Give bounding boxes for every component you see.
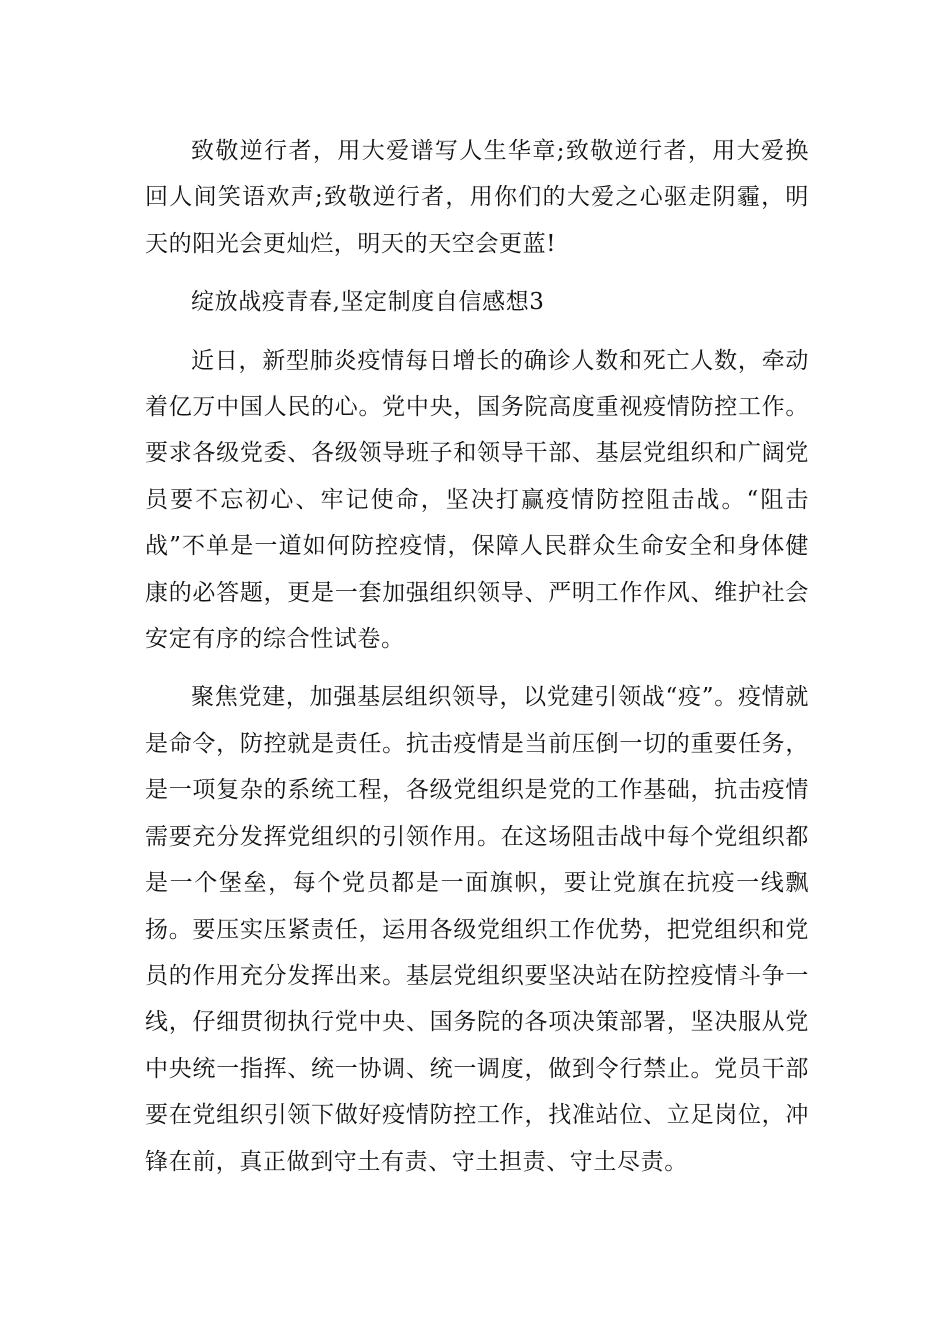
paragraph-closing-tribute: 致敬逆行者，用大爱谱写人生华章;致敬逆行者，用大爱换回人间笑语欢声;致敬逆行者，用你们的大爱之心驱走阴霾，明天的阳光会更灿烂，明天的天空会更蓝! [145,138,809,257]
paragraph-party-building: 聚焦党建，加强基层组织领导，以党建引领战“疫”。疫情就是命令，防控就是责任。抗击疫情是当前压倒一切的重要任务，是一项复杂的系统工程，各级党组织是党的工作基础，抗击疫情需要充分发挥党组织的引领作用。在这场阻击战中每个党组织都是一个堡垒，每个党员都是一面旗帜，要让党旗在抗疫一线飘扬。要压实压紧责任，运用各级党组织工作优势，把党组织和党员的作用充分发挥出来。基层党组织要坚决站在防控疫情斗争一线，仔细贯彻执行党中央、国务院的各项决策部署，坚决服从党中央统一指挥、统一协调、统一调度，做到令行禁止。党员干部要在党组织引领下做好疫情防控工作，找准站位、立足岗位，冲锋在前，真正做到守土有责、守土担责、守土尽责。 [145,684,809,1175]
paragraph-epidemic-situation: 近日，新型肺炎疫情每日增长的确诊人数和死亡人数，牵动着亿万中国人民的心。党中央，国务院高度重视疫情防控工作。要求各级党委、各级领导班子和领导干部、基层党组织和广阔党员要不忘初心、牢记使命，坚决打赢疫情防控阻击战。“阻击战”不单是一道如何防控疫情，保障人民群众生命安全和身体健康的必答题，更是一套加强组织领导、严明工作作风、维护社会安定有序的综合性试卷。 [145,347,809,653]
document-body [145,128,809,1197]
section-heading: 绽放战疫青春,坚定制度自信感想3 [191,289,545,316]
